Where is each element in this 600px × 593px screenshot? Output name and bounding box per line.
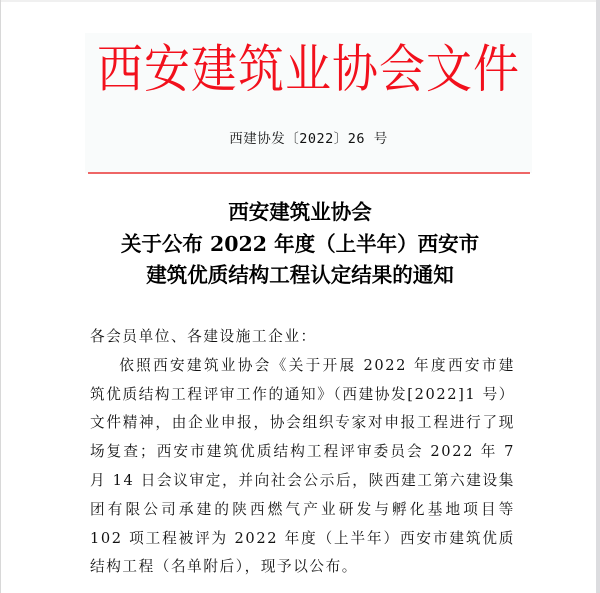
body-paragraph: 依照西安建筑业协会《关于开展 2022 年度西安市建筑优质结构工程评审工作的通知》（西建协发[2022]1 号）文件精神，由企业申报，协会组织专家对申报工程进行了现场复查；西安市建筑优质结构工程评审委员会 2022 年 7 月 14 日会议审定，并向社会公示后，陕西建工第六建设集团有限公司承建的陕西燃气产业研发与孵化基地项目等 102 项工程被评为 2022 年度（上半年）西安市建筑优质结构工程（名单附后），现予以公布。 (90, 356, 515, 576)
notice-title-line-2: 关于公布 2022 年度（上半年）西安市 (120, 231, 480, 256)
notice-title (80, 197, 520, 292)
document-number: 西建协发〔2022〕26 号 (229, 131, 388, 147)
letterhead-title: 西安建筑业协会文件 (97, 38, 520, 100)
page-left-edge (0, 0, 1, 593)
scrollbar-track[interactable] (596, 0, 600, 593)
notice-body (90, 323, 515, 582)
notice-title-line-1: 西安建筑业协会 (228, 200, 372, 224)
page-top-edge (0, 0, 600, 2)
salutation: 各会员单位、各建设施工企业： (90, 328, 317, 345)
notice-title-line-3: 建筑优质结构工程认定结果的通知 (146, 263, 454, 287)
letterhead-divider (88, 172, 530, 174)
